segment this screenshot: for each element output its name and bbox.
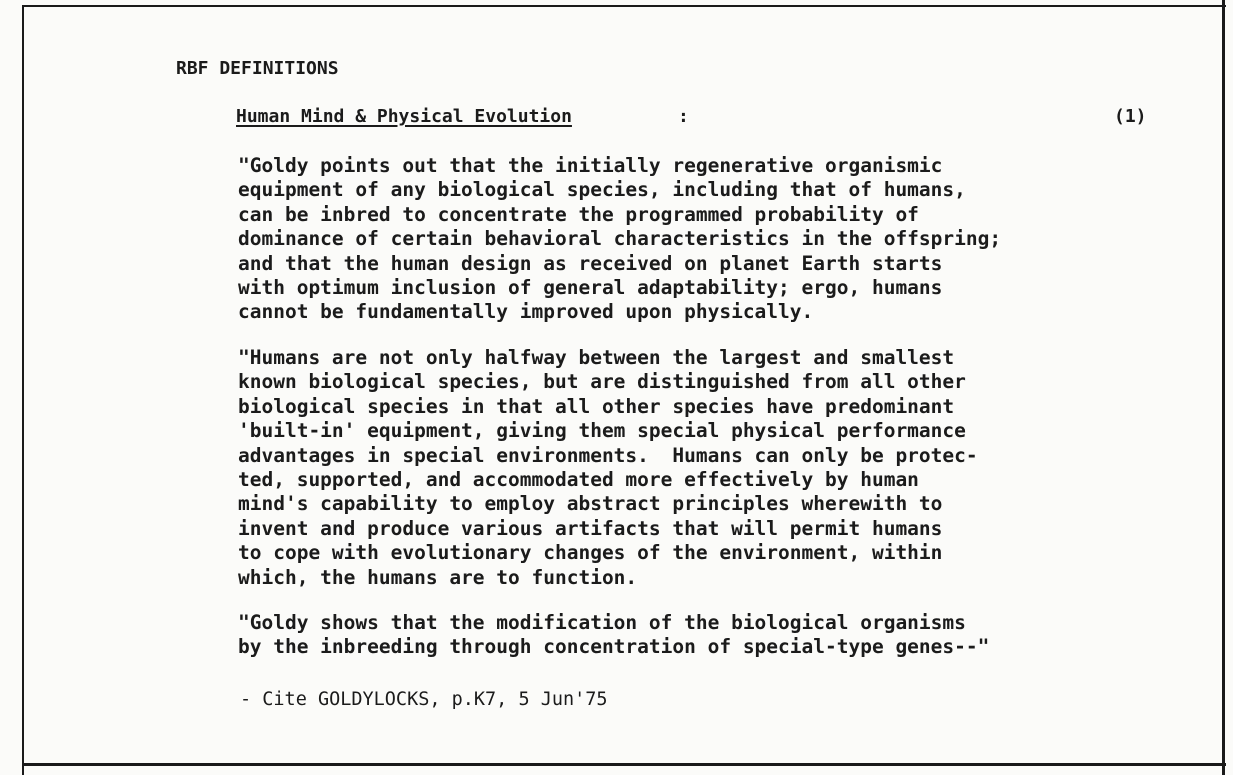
left-border: [22, 5, 24, 775]
definition-title: Human Mind & Physical Evolution: [236, 106, 572, 127]
top-border: [22, 5, 1226, 7]
page-number: (1): [1114, 106, 1147, 127]
quote-paragraph-2: "Humans are not only halfway between the largest and smallest known biological species, but are distinguished from all other biological species in that all other species have predominant 'built-in' equipment, giving them special physical performance advantages in special environments. Humans can only be protec- ted, supported, and accommodated more effectively by human mind's capability to employ abstract principles wherewith to invent and produce various artifacts that will permit humans to cope with evolutionary changes of the environment, within which, the humans are to function.: [238, 346, 978, 589]
definition-title-colon: :: [678, 106, 689, 127]
bottom-border: [22, 763, 1226, 766]
quote-paragraph-3: "Goldy shows that the modification of the biological organisms by the inbreeding through concentration of special-type genes--": [238, 611, 990, 659]
right-border: [1222, 0, 1225, 775]
citation: - Cite GOLDYLOCKS, p.K7, 5 Jun'75: [240, 689, 608, 710]
quote-paragraph-1: "Goldy points out that the initially regenerative organismic equipment of any biological species, including that of humans, can be inbred to concentrate the programmed probability of dominance of certain behavioral characteristics in the offspring; and that the human design as received on planet Earth starts with optimum inclusion of general adaptability; ergo, humans cannot be fundamentally improved upon physically.: [238, 154, 1002, 324]
document-header: RBF DEFINITIONS: [176, 58, 339, 79]
